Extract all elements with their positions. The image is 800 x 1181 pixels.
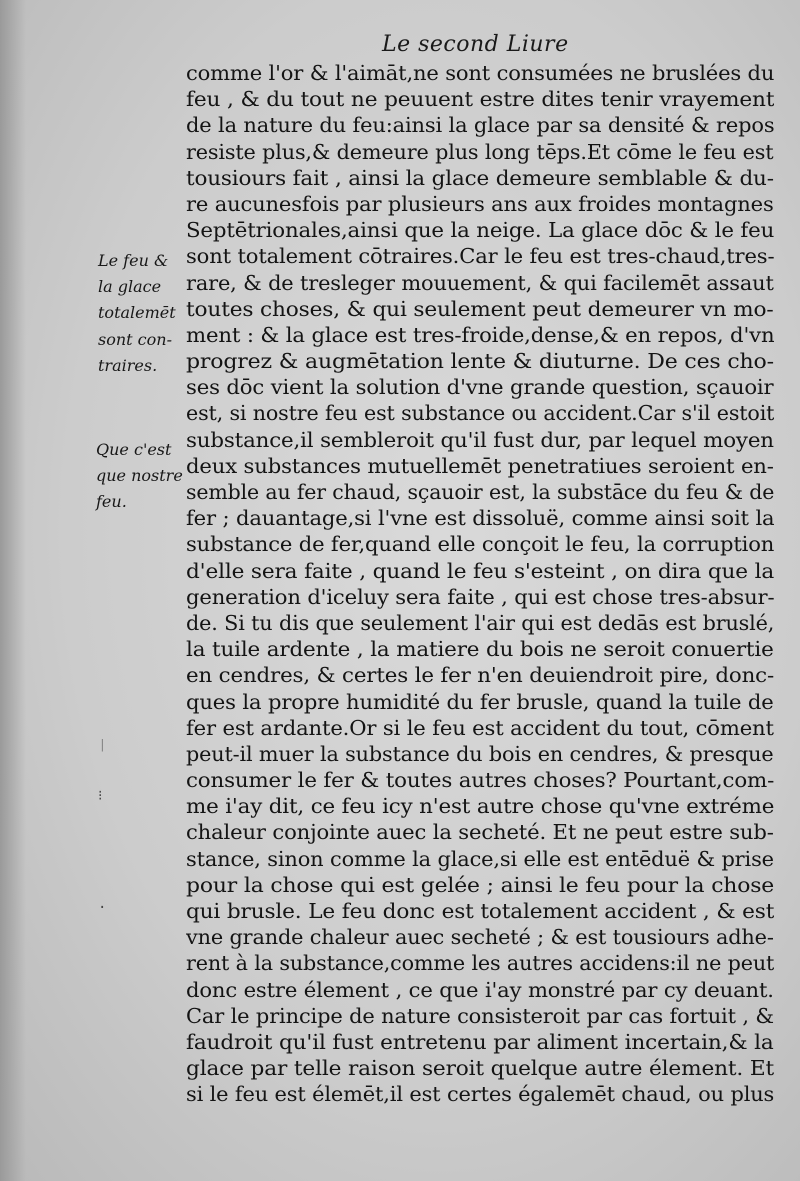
text-line: d'elle sera faite , quand le feu s'esteint , on dira que la (186, 558, 775, 583)
text-line: toutes choses, & qui seulement peut demeurer vn mo- (186, 296, 774, 321)
text-line: la tuile ardente , la matiere du bois ne seroit conuertie (186, 637, 774, 662)
text-line: me i'ay dit, ce feu icy n'est autre chose qu'vne extréme (186, 794, 775, 819)
text-line: donc estre élement , ce que i'ay monstré par cy deuant. (186, 977, 774, 1002)
text-line: progrez & augmētation lente & diuturne. De ces cho- (186, 349, 774, 374)
print-speck: · (98, 900, 107, 916)
text-line: substance de fer,quand elle conçoit le feu, la corruption (186, 532, 775, 557)
text-line: ques la propre humidité du fer brusle, quand la tuile de (186, 689, 774, 714)
marginal-gloss-what-is-fire (96, 437, 183, 516)
text-line: Car le principe de nature consisteroit par cas fortuit , & (186, 1003, 774, 1028)
text-line: rare, & de tresleger mouuement, & qui facilemēt assaut (186, 270, 774, 295)
text-line: si le feu est élemēt,il est certes égalemēt chaud, ou plus (186, 1082, 774, 1107)
binding-shadow (0, 0, 26, 1181)
text-line: est, si nostre feu est substance ou accident.Car s'il estoit (186, 401, 774, 426)
text-line: ses dōc vient la solution d'vne grande question, sçauoir (186, 375, 774, 400)
text-line: generation d'iceluy sera faite , qui est chose tres-absur- (186, 584, 775, 609)
text-line: feu , & du tout ne peuuent estre dites tenir vrayement (186, 87, 775, 112)
text-line: stance, sinon comme la glace,si elle est entēduë & prise (186, 846, 774, 871)
gloss-line: totalemēt (98, 303, 176, 323)
text-line: fer est ardante.Or si le feu est accident du tout, cōment (186, 715, 774, 740)
text-line: consumer le fer & toutes autres choses? Pourtant,com- (186, 768, 774, 793)
text-line: semble au fer chaud, sçauoir est, la substāce du feu & de (186, 480, 774, 504)
gloss-line: traires. (98, 355, 158, 375)
text-line: de. Si tu dis que seulement l'air qui est dedās est bruslé, (186, 610, 774, 635)
text-line: rent à la substance,comme les autres accidens:il ne peut (186, 951, 774, 976)
gloss-line: sont con- (98, 329, 172, 349)
print-speck: ⁝ (98, 788, 103, 804)
text-line: substance,il sembleroit qu'il fust dur, par lequel moyen (186, 427, 774, 452)
text-line: ment : & la glace est tres-froide,dense,& en repos, d'vn (186, 322, 774, 347)
running-head: Le second Liure (382, 32, 569, 57)
text-line: en cendres, & certes le fer n'en deuiendroit pire, donc- (186, 663, 774, 688)
text-line: re aucunesfois par plusieurs ans aux froides montagnes (186, 191, 774, 216)
gloss-line: la glace (98, 277, 162, 297)
gloss-line: Que c'est (96, 440, 172, 459)
text-line: comme l'or & l'aimāt,ne sont consumées ne bruslées du (186, 61, 775, 85)
marginal-gloss-fire-and-ice (98, 248, 176, 379)
gloss-line: feu. (96, 492, 127, 512)
text-line: Septētrionales,ainsi que la neige. La glace dōc & le feu (186, 218, 775, 243)
text-line: tousiours fait , ainsi la glace demeure semblable & du- (186, 165, 774, 190)
text-line: fer ; dauantage,si l'vne est dissoluë, comme ainsi soit la (186, 506, 775, 531)
text-line: resiste plus,& demeure plus long tēps.Et cōme le feu est (186, 139, 774, 164)
text-line: faudroit qu'il fust entretenu par aliment incertain,& la (186, 1029, 774, 1054)
print-speck: ᛁ (98, 738, 107, 754)
gloss-line: que nostre (96, 466, 183, 486)
text-line: qui brusle. Le feu donc est totalement accident , & est (186, 899, 775, 923)
main-text-block (186, 60, 776, 1108)
text-line: peut-il muer la substance du bois en cendres, & presque (186, 741, 774, 766)
text-line: vne grande chaleur auec secheté ; & est tousiours adhe- (186, 925, 774, 950)
text-line: pour la chose qui est gelée ; ainsi le feu pour la chose (186, 872, 775, 897)
gloss-line: Le feu & (98, 251, 169, 270)
text-line: de la nature du feu:ainsi la glace par sa densité & repos (186, 113, 774, 138)
text-line: chaleur conjointe auec la secheté. Et ne peut estre sub- (186, 820, 774, 845)
text-line: glace par telle raison seroit quelque autre élement. Et (186, 1056, 775, 1081)
text-line: deux substances mutuellemēt penetratiues seroient en- (186, 453, 774, 478)
text-line: sont totalement cōtraires.Car le feu est tres-chaud,tres- (186, 244, 775, 269)
